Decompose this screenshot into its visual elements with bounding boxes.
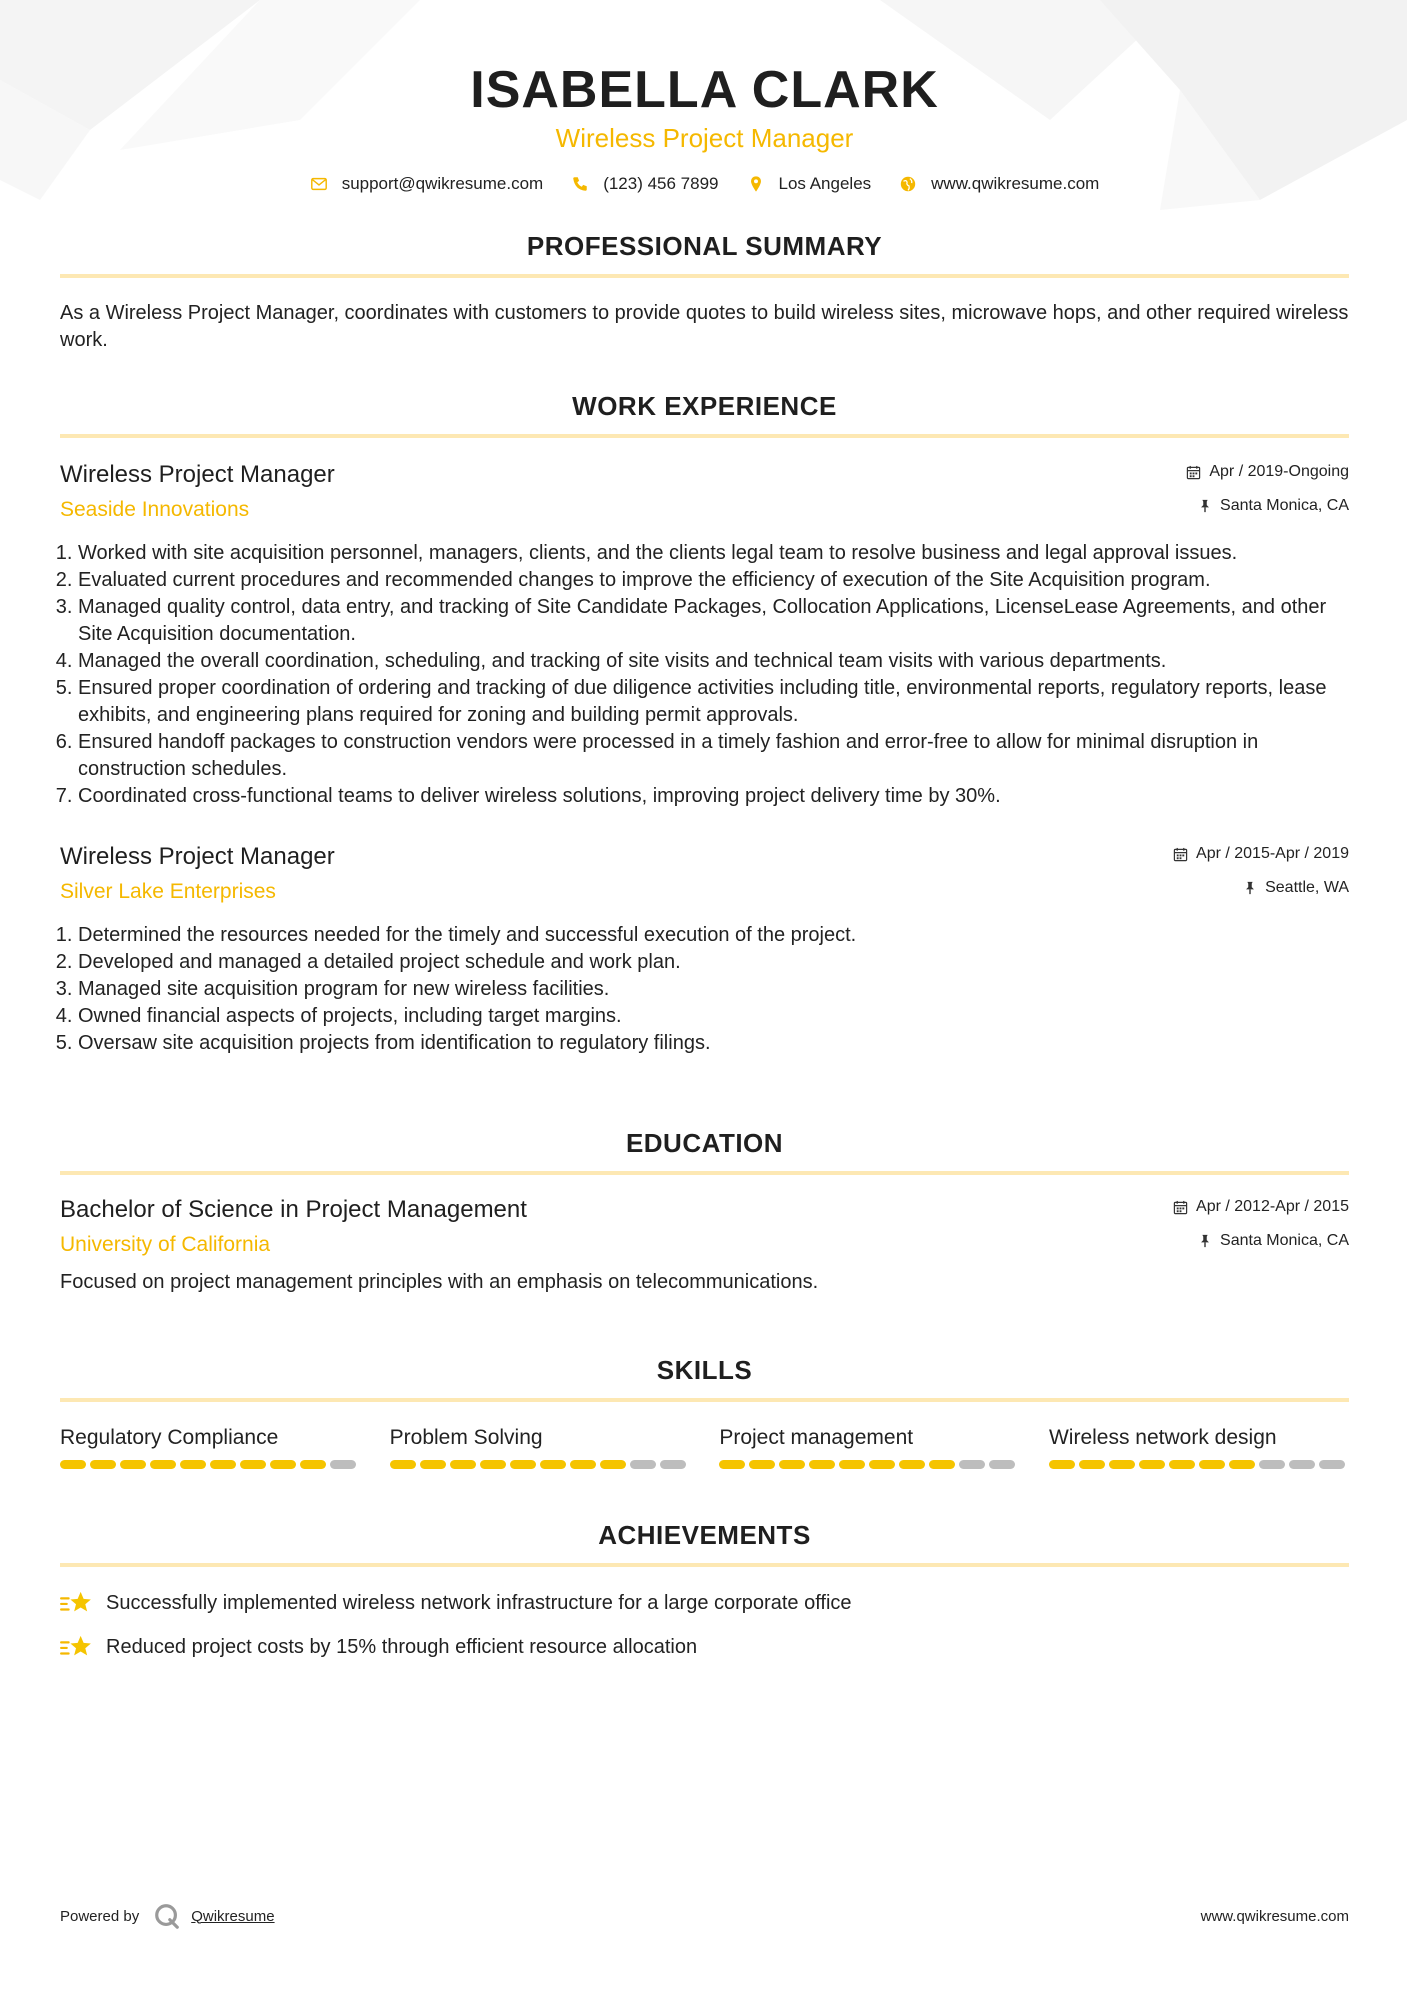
list-item: 1. Worked with site acquisition personnel, managers, clients, and the clients legal team to resolve business and legal approval issues.: [78, 540, 1349, 567]
job-dates: Apr / 2019-Ongoing: [1209, 463, 1349, 480]
list-item: 3. Managed site acquisition program for new wireless facilities.: [78, 976, 1349, 1003]
skill-name: Regulatory Compliance: [60, 1426, 279, 1449]
skill-segment-filled: [1049, 1460, 1075, 1469]
contact-email[interactable]: [310, 174, 544, 194]
skill-level-bar: [60, 1460, 360, 1469]
skill-segment-filled: [60, 1460, 86, 1469]
summary-text: As a Wireless Project Manager, coordinates with customers to provide quotes to build wireless sites, microwave hops, and other required wireless work.: [60, 302, 1349, 351]
achievements-heading: ACHIEVEMENTS: [598, 1520, 811, 1550]
skill-segment-filled: [1109, 1460, 1135, 1469]
contact-phone[interactable]: [571, 174, 718, 194]
skills-heading: SKILLS: [656, 1355, 753, 1385]
skill-level-bar: [719, 1460, 1019, 1469]
skill-segment-filled: [1139, 1460, 1165, 1469]
education-heading: EDUCATION: [625, 1128, 784, 1158]
skill-segment-filled: [510, 1460, 536, 1469]
list-item: 2. Evaluated current procedures and recommended changes to improve the efficiency of execution of the Site Acquisition program.: [78, 567, 1349, 594]
skill-item: [1049, 1424, 1349, 1469]
pushpin-icon: [1243, 881, 1257, 895]
star-icon: [60, 1590, 92, 1616]
skill-segment-filled: [120, 1460, 146, 1469]
job-bullets: [60, 922, 1349, 1057]
skill-segment-filled: [749, 1460, 775, 1469]
globe-icon: [899, 175, 917, 193]
list-item: 5. Oversaw site acquisition projects from identification to regulatory filings.: [78, 1030, 1349, 1057]
skill-segment-filled: [480, 1460, 506, 1469]
skill-segment-filled: [600, 1460, 626, 1469]
skill-segment-filled: [90, 1460, 116, 1469]
location-text: Los Angeles: [778, 174, 872, 193]
skill-segment-filled: [180, 1460, 206, 1469]
skill-segment-filled: [1199, 1460, 1225, 1469]
candidate-name: ISABELLA CLARK: [470, 61, 939, 119]
experience-divider: [60, 434, 1349, 438]
list-item: 7. Coordinated cross-functional teams to deliver wireless solutions, improving project delivery time by 30%.: [78, 783, 1349, 810]
skill-segment-filled: [929, 1460, 955, 1469]
star-icon: [60, 1634, 92, 1660]
calendar-icon: [1173, 1200, 1188, 1215]
skill-segment-filled: [779, 1460, 805, 1469]
map-pin-icon: [747, 175, 765, 193]
list-item: 1. Determined the resources needed for the timely and successful execution of the project.: [78, 922, 1349, 949]
list-item: 4. Owned financial aspects of projects, including target margins.: [78, 1003, 1349, 1030]
skill-name: Problem Solving: [389, 1426, 543, 1449]
qwikresume-link[interactable]: Qwikresume: [191, 1907, 275, 1925]
achievements-section: [60, 1519, 1349, 1661]
skill-name: Project management: [719, 1426, 914, 1449]
skill-segment-filled: [899, 1460, 925, 1469]
contact-location: [747, 174, 872, 194]
skill-segment-empty: [660, 1460, 686, 1469]
phone-text: (123) 456 7899: [603, 174, 719, 193]
skill-segment-empty: [1259, 1460, 1285, 1469]
skills-section: [60, 1354, 1349, 1469]
skill-segment-filled: [420, 1460, 446, 1469]
skill-segment-filled: [210, 1460, 236, 1469]
job-dates: Apr / 2015-Apr / 2019: [1196, 845, 1349, 862]
resume-header: [60, 0, 1349, 194]
school: University of California: [60, 1233, 271, 1256]
skill-segment-filled: [1079, 1460, 1105, 1469]
achievements-divider: [60, 1563, 1349, 1567]
list-item: 2. Developed and managed a detailed project schedule and work plan.: [78, 949, 1349, 976]
skill-segment-filled: [1229, 1460, 1255, 1469]
achievements-list: [60, 1589, 1349, 1661]
list-item: 3. Managed quality control, data entry, and tracking of Site Candidate Packages, Collocation Applications, LicenseLease Agreements, and other Site Acquisition documentation.: [78, 594, 1349, 648]
pushpin-icon: [1198, 499, 1212, 513]
job-company: Seaside Innovations: [60, 498, 250, 521]
job-role: Wireless Project Manager: [60, 461, 335, 488]
summary-section: [60, 230, 1349, 354]
job-location: Santa Monica, CA: [1220, 497, 1349, 514]
job-role: Wireless Project Manager: [60, 843, 335, 870]
skill-item: [390, 1424, 690, 1469]
skill-segment-filled: [240, 1460, 266, 1469]
experience-section: [60, 390, 1349, 1057]
skill-segment-empty: [330, 1460, 356, 1469]
achievement-item: [60, 1633, 1349, 1661]
skill-segment-filled: [300, 1460, 326, 1469]
skill-segment-filled: [390, 1460, 416, 1469]
list-item: 6. Ensured handoff packages to construction vendors were processed in a timely fashion and error-free to allow for minimal disruption in construction schedules.: [78, 729, 1349, 783]
education-section: [60, 1127, 1349, 1296]
education-dates: Apr / 2012-Apr / 2015: [1196, 1198, 1349, 1215]
powered-by: [60, 1902, 275, 1930]
skill-segment-filled: [1169, 1460, 1195, 1469]
envelope-icon: [310, 175, 328, 193]
experience-heading: WORK EXPERIENCE: [572, 391, 837, 421]
job-location: Seattle, WA: [1265, 879, 1349, 896]
footer-site-link[interactable]: www.qwikresume.com: [1200, 1907, 1349, 1925]
qwikresume-logo-icon: [153, 1902, 181, 1930]
achievement-text: Successfully implemented wireless network infrastructure for a large corporate office: [106, 1592, 852, 1614]
list-item: 4. Managed the overall coordination, scheduling, and tracking of site visits and technical team visits with various departments.: [78, 648, 1349, 675]
skill-segment-filled: [719, 1460, 745, 1469]
summary-divider: [60, 274, 1349, 278]
candidate-title: Wireless Project Manager: [555, 123, 854, 153]
skill-name: Wireless network design: [1048, 1426, 1277, 1449]
job-entry: [60, 842, 1349, 1057]
skill-segment-filled: [839, 1460, 865, 1469]
skill-segment-filled: [270, 1460, 296, 1469]
pushpin-icon: [1198, 1234, 1212, 1248]
skill-item: [60, 1424, 360, 1469]
summary-heading: PROFESSIONAL SUMMARY: [526, 231, 883, 261]
achievement-text: Reduced project costs by 15% through efficient resource allocation: [106, 1636, 698, 1658]
job-entry: [60, 460, 1349, 810]
skills-divider: [60, 1398, 1349, 1402]
achievement-item: [60, 1589, 1349, 1617]
skill-segment-filled: [150, 1460, 176, 1469]
page-footer: [60, 1902, 1349, 1930]
skill-segment-empty: [630, 1460, 656, 1469]
skill-level-bar: [390, 1460, 690, 1469]
education-description: Focused on project management principles with an emphasis on telecommunications.: [60, 1271, 819, 1293]
education-entry: [60, 1195, 1349, 1296]
education-divider: [60, 1171, 1349, 1175]
job-bullets: [60, 540, 1349, 810]
skill-segment-empty: [959, 1460, 985, 1469]
skill-segment-filled: [450, 1460, 476, 1469]
skill-segment-empty: [1319, 1460, 1345, 1469]
skills-list: [60, 1424, 1349, 1469]
contact-website[interactable]: [899, 174, 1099, 194]
skill-level-bar: [1049, 1460, 1349, 1469]
contact-bar: [60, 174, 1349, 194]
skill-segment-empty: [1289, 1460, 1315, 1469]
skill-segment-filled: [809, 1460, 835, 1469]
list-item: 5. Ensured proper coordination of ordering and tracking of due diligence activities including title, environmental reports, regulatory reports, lease exhibits, and engineering plans required for zoning and building permit approvals.: [78, 675, 1349, 729]
skill-segment-filled: [540, 1460, 566, 1469]
skill-segment-filled: [570, 1460, 596, 1469]
job-company: Silver Lake Enterprises: [60, 880, 276, 903]
email-text: support@qwikresume.com: [341, 174, 544, 193]
skill-segment-empty: [989, 1460, 1015, 1469]
skill-segment-filled: [869, 1460, 895, 1469]
website-text: www.qwikresume.com: [931, 174, 1100, 193]
degree: Bachelor of Science in Project Management: [60, 1196, 527, 1223]
phone-icon: [571, 175, 589, 193]
skill-item: [719, 1424, 1019, 1469]
powered-by-label: Powered by: [60, 1907, 140, 1925]
calendar-icon: [1186, 465, 1201, 480]
resume-page: [60, 0, 1349, 1677]
calendar-icon: [1173, 847, 1188, 862]
education-location: Santa Monica, CA: [1220, 1232, 1349, 1249]
